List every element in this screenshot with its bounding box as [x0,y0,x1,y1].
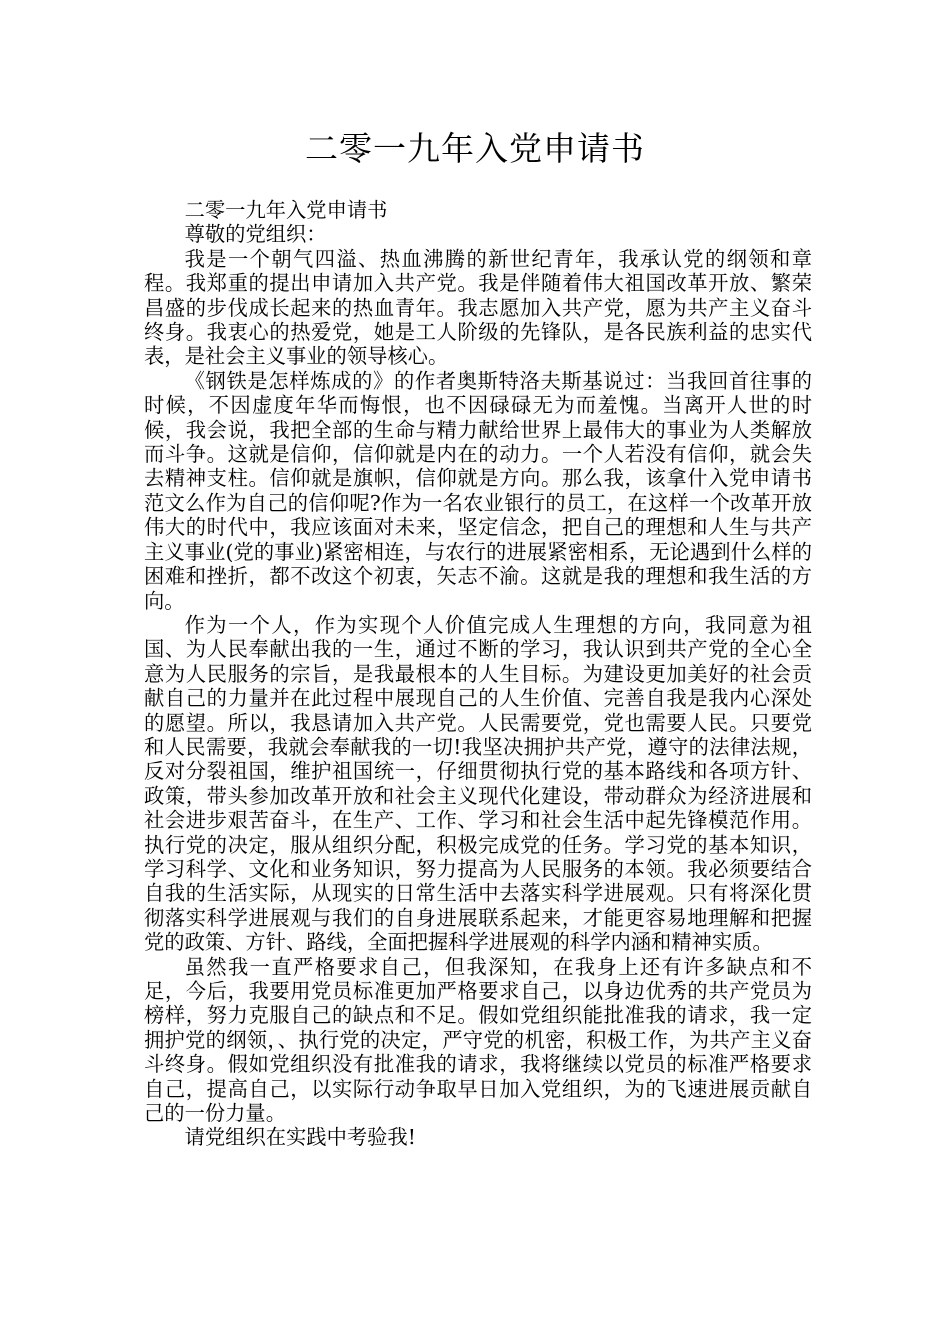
salutation-line: 尊敬的党组织： [184,222,327,247]
closing-line: 请党组织在实践中考验我! [184,1125,416,1150]
subtitle-line: 二零一九年入党申请书 [184,198,388,222]
paragraph-2: 《钢铁是怎样炼成的》的作者奥斯特洛夫斯基说过：当我回首往事的时候，不因虚度年华而悔恨，也不因碌碌无为而羞愧。当离开人世的时候，我会说，我把全部的生命与精力献给世界上最伟大的事业为人类解放而斗争。这就是信仰，信仰就是内在的动力。一个人若没有信仰，就会失去精神支柱。信仰就是旗帜，信仰就是方向。那么我，该拿什入党申请书范文么作为自己的信仰呢?作为一名农业银行的员工，在这样一个改革开放伟大的时代中，我应该面对未来，坚定信念，把自己的理想和人生与共产主义事业(党的事业)紧密相连，与农行的进展紧密相系，无论遇到什么样的困难和挫折，都不改这个初衷，矢志不渝。这就是我的理想和我生活的方向。 [144,368,812,613]
paragraph-4: 虽然我一直严格要求自己，但我深知，在我身上还有许多缺点和不足，今后，我要用党员标准更加严格要求自己，以身边优秀的共产党员为榜样，努力克服自己的缺点和不足。假如党组织能批准我的请求，我一定拥护党的纲领，、执行党的决定，严守党的机密，积极工作，为共产主义奋斗终身。假如党组织没有批准我的请求，我将继续以党员的标准严格要求自己，提高自己，以实际行动争取早日加入党组织，为的飞速进展贡献自己的一份力量。 [144,954,812,1126]
document-body [144,198,812,1150]
page-title: 二零一九年入党申请书 [305,129,645,168]
paragraph-3: 作为一个人，作为实现个人价值完成人生理想的方向，我同意为祖国、为人民奉献出我的一生，通过不断的学习，我认识到共产党的全心全意为人民服务的宗旨，是我最根本的人生目标。为建设更加美好的社会贡献自己的力量并在此过程中展现自己的人生价值、完善自我是我内心深处的愿望。所以，我恳请加入共产党。人民需要党，党也需要人民。只要党和人民需要，我就会奉献我的一切!我坚决拥护共产党，遵守的法律法规，反对分裂祖国，维护祖国统一，仔细贯彻执行党的基本路线和各项方针、政策，带头参加改革开放和社会主义现代化建设，带动群众为经济进展和社会进步艰苦奋斗，在生产、工作、学习和社会生活中起先锋模范作用。执行党的决定，服从组织分配，积极完成党的任务。学习党的基本知识，学习科学、文化和业务知识，努力提高为人民服务的本领。我必须要结合自我的生活实际，从现实的日常生活中去落实科学进展观。只有将深化贯彻落实科学进展观与我们的自身进展联系起来，才能更容易地理解和把握党的政策、方针、路线，全面把握科学进展观的科学内涵和精神实质。 [144,612,812,955]
paragraph-1: 我是一个朝气四溢、热血沸腾的新世纪青年，我承认党的纲领和章程。我郑重的提出申请加入共产党。我是伴随着伟大祖国改革开放、繁荣昌盛的步伐成长起来的热血青年。我志愿加入共产党，愿为共产主义奋斗终身。我衷心的热爱党，她是工人阶级的先锋队，是各民族利益的忠实代表，是社会主义事业的领导核心。 [144,246,812,369]
